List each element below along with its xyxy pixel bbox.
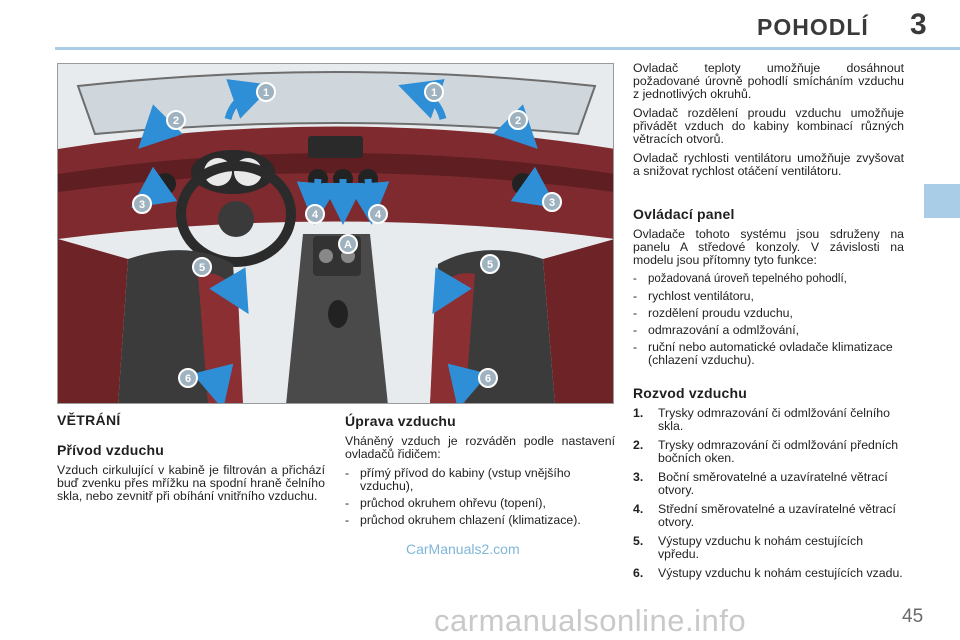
item-number: 5. (633, 534, 644, 548)
list-item: - ruční nebo automatické ovladače klimatizace (chlazení vzduchu). (633, 341, 904, 367)
callout-label: 5 (486, 259, 494, 271)
callout-label: 6 (484, 373, 492, 385)
list-item (633, 407, 904, 433)
item-text: Trysky odmrazování či odmlžování předních bočních oken. (658, 438, 899, 465)
list-item: - rozdělení proudu vzduchu, (633, 307, 904, 320)
watermark-link[interactable]: CarManuals2.com (406, 541, 520, 557)
chapter-title: POHODLÍ (757, 14, 869, 40)
item-text: Boční směrovatelné a uzavíratelné větrací otvory. (658, 470, 888, 497)
list-item: - přímý přívod do kabiny (vstup vnějšího vzduchu), (345, 467, 615, 493)
list-item: - průchod okruhem chlazení (klimatizace). (345, 514, 615, 527)
dash-list (633, 273, 904, 367)
list-item: - průchod okruhem ohřevu (topení), (345, 497, 615, 510)
list-item (633, 471, 904, 497)
numbered-list (633, 407, 904, 580)
callout-label: A (344, 239, 352, 251)
column-ventilation (57, 410, 325, 509)
item-text: Výstupy vzduchu k nohám cestujících vpředu. (658, 534, 864, 561)
paragraph: Ovladač teploty umožňuje dosáhnout požadované úrovně pohodlí smícháním vzduchu z jednotlivých okruhů. (633, 61, 904, 101)
dash-list (345, 467, 615, 527)
gear-knob (328, 300, 348, 328)
interior-illustration (57, 63, 614, 404)
left-door (58, 239, 128, 404)
chapter-side-tab (924, 184, 960, 218)
item-text: Trysky odmrazování či odmlžování čelního skla. (658, 406, 890, 433)
column-controls (633, 62, 904, 586)
callout-label: 5 (198, 262, 206, 274)
item-number: 3. (633, 470, 644, 484)
page-number: 45 (902, 606, 924, 627)
paragraph: Ovladač rozdělení proudu vzduchu umožňuje přivádět vzduch do kabiny kombinací různých větracích otvorů. (633, 106, 904, 146)
callout-label: 4 (374, 209, 382, 221)
subsection-title: Ovládací panel (633, 206, 735, 222)
column-air-treatment (345, 410, 615, 531)
list-item: - odmrazování a odmlžování, (633, 324, 904, 337)
paragraph: Vzduch cirkulující v kabině je filtrován a přichází buď zvenku přes mřížku na spodní hraně čelního skla, nebo zevnitř při obíhání vnitřního vzduchu. (57, 463, 325, 503)
watermark-banner: carmanualsonline.info (434, 603, 747, 638)
callout-label: 2 (514, 115, 522, 127)
callout-label: 6 (184, 373, 192, 385)
item-number: 2. (633, 438, 644, 452)
callout-label: 3 (138, 199, 146, 211)
item-number: 1. (633, 406, 644, 420)
section-title: VĚTRÁNÍ (57, 412, 121, 428)
item-number: 4. (633, 502, 644, 516)
list-item (633, 503, 904, 529)
subsection-title: Přívod vzduchu (57, 442, 165, 458)
subsection-title: Úprava vzduchu (345, 413, 456, 429)
list-item (633, 567, 904, 580)
callout-label: 1 (262, 87, 270, 99)
item-text: Střední směrovatelné a uzavíratelné větrací otvory. (658, 502, 896, 529)
interior-drawing (58, 64, 614, 404)
callout-label: 1 (430, 87, 438, 99)
item-number: 6. (633, 566, 644, 580)
list-item (633, 535, 904, 561)
chapter-number: 3 (910, 8, 927, 41)
callout-label: 4 (311, 209, 319, 221)
paragraph: Ovladače tohoto systému jsou sdruženy na panelu A středové konzoly. V závislosti na modelu jsou přítomny tyto funkce: (633, 227, 904, 267)
list-item (633, 439, 904, 465)
callout-label: 2 (172, 115, 180, 127)
subsection-title: Rozvod vzduchu (633, 385, 748, 401)
paragraph: Vháněný vzduch je rozváděn podle nastavení ovladačů řidičem: (345, 434, 615, 461)
callout-label: 3 (548, 197, 556, 209)
header-rule (55, 47, 960, 50)
right-door (543, 239, 614, 404)
item-text: Výstupy vzduchu k nohám cestujících vzadu. (658, 566, 903, 580)
list-item: - požadovaná úroveň tepelného pohodlí, (633, 273, 904, 286)
display-screen (308, 136, 363, 158)
list-item: - rychlost ventilátoru, (633, 290, 904, 303)
paragraph: Ovladač rychlosti ventilátoru umožňuje zvyšovat a snižovat rychlost otáčení ventilátoru. (633, 151, 904, 178)
